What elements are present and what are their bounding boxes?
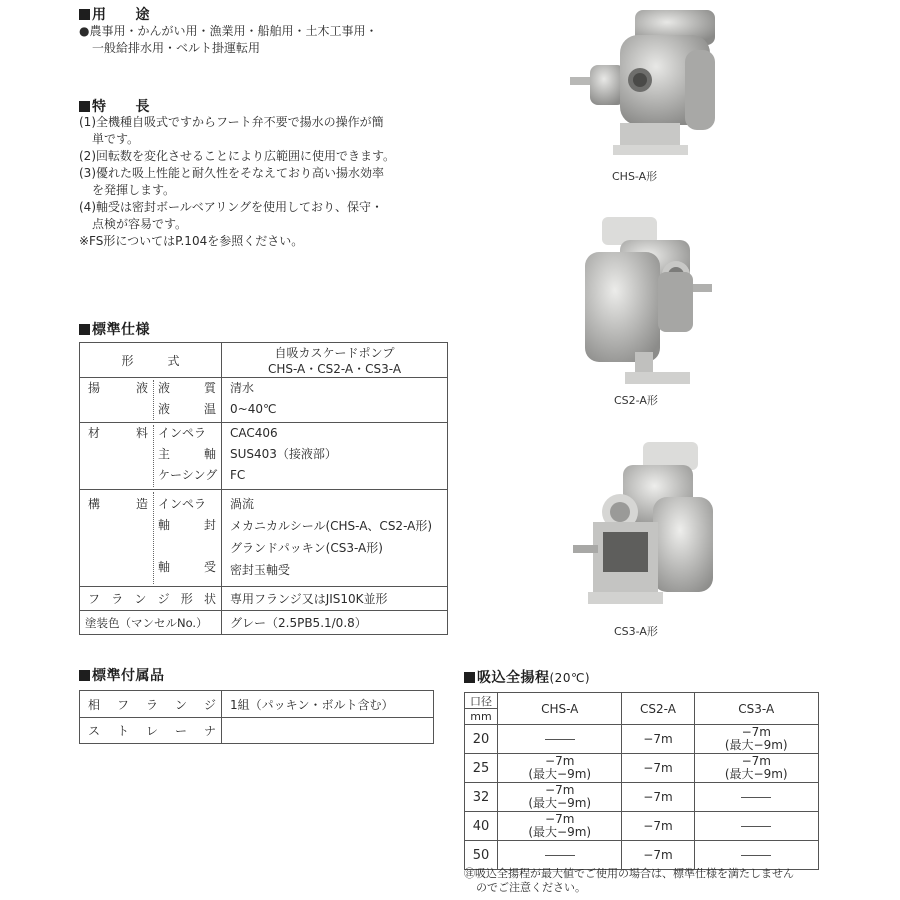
spec-header-model-label (80, 343, 221, 377)
sub-label (158, 494, 216, 515)
sub-labels (158, 423, 216, 486)
accessory-row (80, 691, 433, 717)
feature-num: (1) (79, 115, 96, 129)
sub-char: 軸 (203, 447, 216, 461)
suction-row (465, 841, 819, 870)
sub-char: 液 (158, 402, 171, 416)
sub-char: インペラ (158, 497, 207, 511)
suction-head-value: −7m (643, 731, 673, 746)
suction-row (465, 783, 819, 812)
cat-char: 構 (88, 497, 101, 511)
diameter-cell: 50 (465, 841, 498, 870)
sub-label (158, 399, 216, 420)
label-char: 状 (203, 592, 216, 606)
cat-char: 造 (135, 497, 148, 511)
suction-value-cell (498, 725, 622, 754)
sub-char: 封 (203, 518, 216, 532)
caption-cs3-a: CS3-A形 (614, 625, 658, 638)
suction-note (464, 867, 794, 895)
diameter-unit: mm (470, 709, 492, 723)
features-heading (79, 96, 150, 116)
accessories-heading (79, 665, 165, 685)
feature-num: (4) (79, 200, 96, 214)
sub-char: 主 (158, 447, 171, 461)
feature-item-1 (79, 114, 395, 131)
spec-group-material (80, 422, 447, 489)
sub-labels (158, 378, 216, 420)
suction-value-cell (694, 812, 818, 841)
square-bullet-icon (79, 9, 90, 20)
sub-char: インペラ (158, 426, 207, 440)
sub-labels (158, 494, 216, 578)
pump-cs2-a-illustration (580, 212, 715, 390)
suction-value-cell (694, 783, 818, 812)
feature-text: 全機種自吸式ですからフート弁不要で揚水の操作が簡 (96, 115, 384, 129)
suction-value-cell (498, 812, 622, 841)
label-char: 形 (180, 592, 193, 606)
suction-value-cell (694, 754, 818, 783)
group-category (80, 494, 152, 515)
suction-row (465, 754, 819, 783)
sub-char: 質 (203, 381, 216, 395)
suction-head-value: −7m (643, 847, 673, 862)
cat-char: 料 (135, 426, 148, 440)
not-applicable-dash (545, 739, 575, 740)
feature-item-3 (79, 165, 395, 182)
spec-header-model-value (221, 343, 447, 377)
usage-heading-text: 用 途 (92, 7, 150, 23)
spec-value: FC (230, 468, 246, 482)
pump-type: 自吸カスケードポンプ (274, 346, 395, 360)
cat-char: 液 (135, 381, 148, 395)
group-label-col (80, 490, 221, 586)
suction-value-cell (498, 754, 622, 783)
spec-header-row (80, 343, 447, 377)
spec-value: 清水 (230, 381, 255, 395)
pump-chs-a-illustration (565, 5, 725, 165)
header-char: 形 (121, 353, 134, 368)
spec-value: SUS403（接液部） (230, 447, 337, 461)
feature-item-4-cont: 点検が容易です。 (92, 217, 188, 231)
diameter-cell: 32 (465, 783, 498, 812)
suction-row (465, 812, 819, 841)
feature-num: (2) (79, 149, 96, 163)
caption-chs-a: CHS-A形 (612, 170, 658, 183)
group-values (221, 423, 447, 489)
square-bullet-icon (79, 324, 90, 335)
spec-value: 渦流 (230, 497, 255, 511)
spec-value: グランドパッキン(CS3-A形) (230, 541, 383, 555)
suction-head-max: (最大−9m) (528, 767, 592, 781)
pump-image-cs2-a (580, 212, 715, 390)
sub-label (158, 444, 216, 465)
usage-line-1: ●農事用・かんがい用・漁業用・船舶用・土木工事用・ (79, 24, 378, 38)
sub-char: 軸 (158, 518, 171, 532)
diameter-cell: 20 (465, 725, 498, 754)
suction-head-value: −7m (545, 812, 575, 826)
suction-value-cell (694, 725, 818, 754)
spec-value: 密封玉軸受 (230, 563, 291, 577)
suction-value-cell (622, 841, 694, 870)
diameter-cell: 25 (465, 754, 498, 783)
column-cs2-a: CS2-A (622, 693, 694, 725)
sub-label (158, 536, 216, 557)
group-values (221, 378, 447, 422)
square-bullet-icon (79, 101, 90, 112)
suction-head-max: (最大−9m) (724, 767, 788, 781)
sub-char: 温 (203, 402, 216, 416)
feature-text: 回転数を変化させることにより広範囲に使用できます。 (96, 149, 396, 163)
column-cs3-a: CS3-A (694, 693, 818, 725)
suction-head-value: −7m (545, 754, 575, 768)
suction-value-cell (622, 754, 694, 783)
suction-body (465, 725, 819, 870)
diameter-label: 口径 (465, 694, 497, 709)
pump-models: CHS-A・CS2-A・CS3-A (267, 362, 402, 376)
label-char: ン (134, 592, 147, 606)
suction-head-value: −7m (545, 783, 575, 797)
square-bullet-icon (79, 670, 90, 681)
pump-image-cs3-a (568, 437, 718, 612)
sub-label (158, 423, 216, 444)
usage-line-2: 一般給排水用・ベルト掛運転用 (92, 41, 261, 55)
cat-char: 材 (88, 426, 101, 440)
diameter-cell: 40 (465, 812, 498, 841)
pump-image-chs-a (565, 5, 725, 165)
accessory-label (80, 718, 221, 743)
features-list (79, 114, 395, 250)
not-applicable-dash (741, 797, 771, 798)
spec-table (79, 342, 448, 635)
feature-item-4 (79, 199, 395, 216)
label-char: フ (116, 697, 129, 712)
paint-label: 塗装色（マンセルNo.） (85, 615, 208, 630)
group-category (80, 378, 152, 399)
feature-text: 優れた吸上性能と耐久性をそなえており高い揚水効率 (96, 166, 385, 180)
spec-row-paint (80, 610, 447, 634)
cat-char: 揚 (88, 381, 101, 395)
suction-head-max: (最大−9m) (724, 738, 788, 752)
spec-group-structure (80, 489, 447, 586)
label-char: ン (174, 697, 187, 712)
sub-label (158, 515, 216, 536)
suction-head-value: −7m (741, 725, 771, 739)
label-char: 相 (88, 697, 101, 712)
flange-value: 専用フランジ又はJIS10K並形 (221, 587, 447, 610)
suction-value-cell (622, 725, 694, 754)
accessory-value (221, 718, 433, 743)
suction-value-cell (622, 812, 694, 841)
usage-heading (79, 4, 150, 24)
spec-heading (79, 319, 150, 339)
spec-value: メカニカルシール(CHS-A、CS2-A形) (230, 519, 433, 533)
spec-row-flange (80, 586, 447, 610)
feature-item-2 (79, 148, 395, 165)
features-heading-text: 特 長 (92, 99, 150, 115)
suction-value-cell (622, 783, 694, 812)
column-chs-a: CHS-A (498, 693, 622, 725)
header-char: 式 (167, 353, 180, 368)
group-label-col (80, 378, 221, 422)
label-char: レ (145, 724, 158, 738)
suction-header-row (465, 693, 819, 725)
suction-heading-temp: (20℃) (549, 671, 591, 685)
label-char: ラ (111, 592, 124, 606)
label-char: ナ (203, 724, 216, 738)
group-category (80, 423, 152, 444)
spec-value: 0~40℃ (230, 402, 277, 416)
label-char: ジ (203, 697, 216, 712)
sub-label (158, 557, 216, 578)
feature-item-3-cont: を発揮します。 (92, 183, 176, 197)
not-applicable-dash (741, 826, 771, 827)
diameter-header (465, 693, 498, 725)
suction-heading-text: 吸込全揚程 (477, 670, 550, 686)
sub-char: 軸 (158, 560, 171, 574)
label-char: ト (116, 724, 129, 738)
sub-char: 受 (203, 560, 216, 574)
sub-label (158, 465, 216, 486)
suction-value-cell (498, 783, 622, 812)
label-char: フ (88, 592, 101, 606)
label-char: ス (88, 724, 101, 738)
accessory-row (80, 717, 433, 743)
accessory-value: 1組（パッキン・ボルト含む） (221, 691, 433, 717)
suction-head-value: −7m (643, 818, 673, 833)
label-char: ラ (145, 697, 158, 712)
label-char: ー (174, 724, 187, 738)
feature-item-1-cont: 単です。 (92, 132, 140, 146)
accessory-label (80, 691, 221, 717)
dotted-divider (153, 425, 154, 487)
label-char: ジ (157, 592, 170, 606)
suction-head-max: (最大−9m) (528, 825, 592, 839)
not-applicable-dash (741, 855, 771, 856)
suction-head-max: (最大−9m) (528, 796, 592, 810)
accessories-heading-text: 標準付属品 (92, 668, 165, 684)
spec-heading-text: 標準仕様 (92, 322, 150, 338)
feature-text: 軸受は密封ボールベアリングを使用しており、保守・ (96, 200, 384, 214)
not-applicable-dash (545, 855, 575, 856)
sub-label (158, 378, 216, 399)
suction-note-line-1: ㊟吸込全揚程が最大値でご使用の場合は、標準仕様を満たしません (464, 867, 794, 880)
group-label-col (80, 423, 221, 489)
suction-note-line-2: のでご注意ください。 (476, 881, 586, 894)
suction-head-value: −7m (643, 760, 673, 775)
sub-char: 液 (158, 381, 171, 395)
suction-head-value: −7m (741, 754, 771, 768)
spec-value: CAC406 (230, 426, 278, 440)
suction-head-value: −7m (643, 789, 673, 804)
square-bullet-icon (464, 672, 475, 683)
caption-cs2-a: CS2-A形 (614, 394, 658, 407)
suction-table (464, 692, 819, 870)
pump-cs3-a-illustration (568, 437, 718, 612)
paint-value: グレー（2.5PB5.1/0.8） (221, 611, 447, 634)
flange-label (80, 587, 221, 610)
group-values (221, 490, 447, 586)
dotted-divider (153, 492, 154, 584)
feature-num: (3) (79, 166, 96, 180)
suction-heading (464, 667, 590, 687)
features-note: ※FS形についてはP.104を参照ください。 (79, 234, 304, 248)
spec-group-liquid (80, 377, 447, 422)
accessories-table (79, 690, 434, 744)
suction-row (465, 725, 819, 754)
sub-char: ケーシング (158, 468, 218, 482)
dotted-divider (153, 380, 154, 420)
suction-value-cell (694, 841, 818, 870)
suction-value-cell (498, 841, 622, 870)
